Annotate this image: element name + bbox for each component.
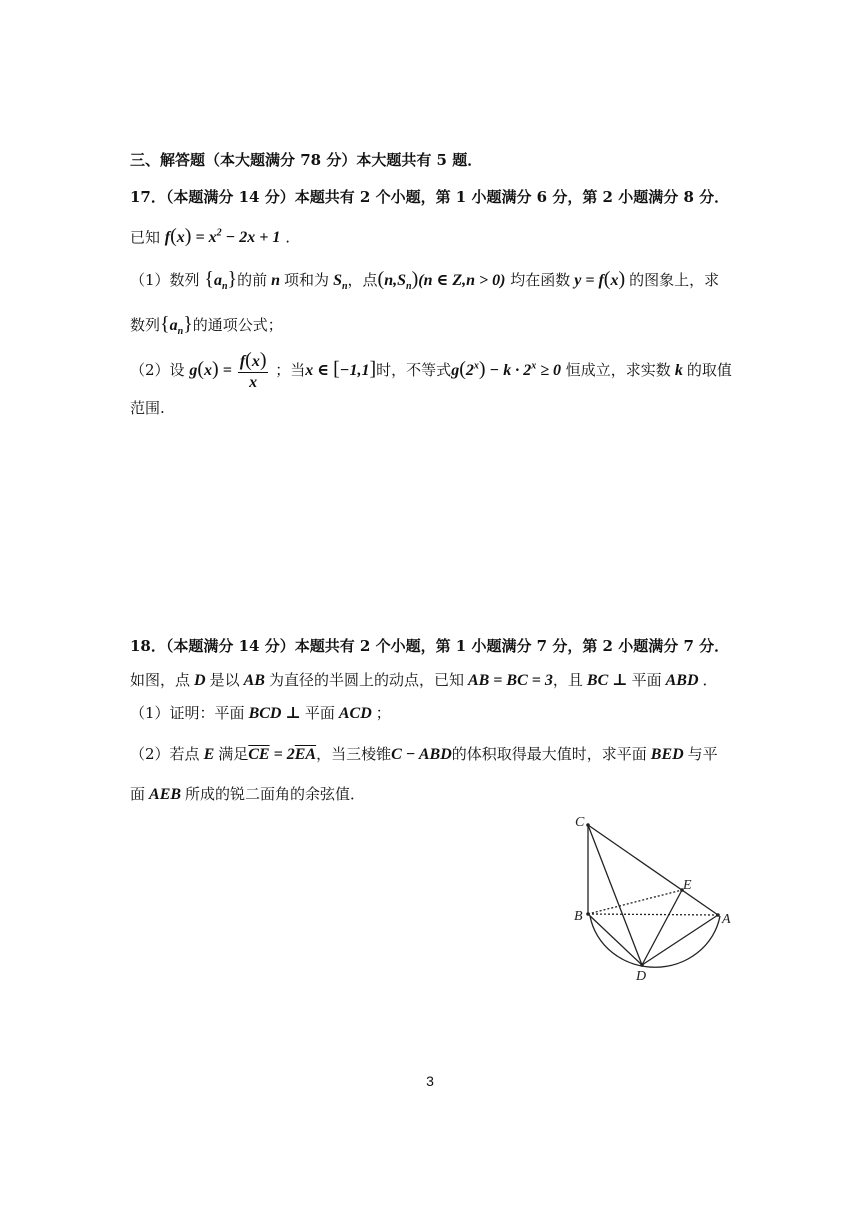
q18-text: ，且: [552, 671, 583, 689]
math-E: E: [199, 746, 219, 763]
q18-text: 面: [130, 785, 146, 803]
q18-text: ；: [375, 704, 391, 722]
math-ab-bc: AB = BC = 3: [463, 672, 553, 689]
edge-BE-dashed: [588, 890, 682, 914]
math-y-fx: y = f(x): [570, 268, 626, 290]
q18-line4: [130, 784, 365, 805]
math-gx-def: g(x) = $\frac{f(x)}{x}$: [189, 349, 267, 391]
q18-text: 平面: [304, 704, 335, 722]
q18-part1-label: （1）: [130, 704, 170, 722]
q17-p1-text: 数列: [169, 271, 200, 289]
page-number: 3: [426, 1073, 434, 1089]
q17-p2-text: 的取值: [686, 361, 732, 380]
q17-part1-line2: [130, 314, 283, 342]
q18-text: ．: [702, 671, 718, 689]
q18-line3: [130, 744, 718, 765]
q17-p1-text: 的通项公式；: [192, 316, 283, 334]
q18-text: 如图，点: [130, 671, 191, 689]
math-BED: BED: [646, 746, 688, 763]
q18-text: 满足: [218, 745, 249, 763]
geometry-figure: [568, 808, 748, 988]
q17-given-line: 已知 $f(x) = x^2 - 2x + 1$ .: [130, 225, 290, 248]
math-sn: $S_n$: [329, 272, 348, 293]
label-C: C: [575, 815, 585, 830]
math-AB: AB: [239, 672, 269, 689]
q18-text: 的体积取得最大值时，求平面: [451, 745, 647, 763]
math-vector-eq: $\overline{CE} = 2\overline{EA}$: [248, 746, 317, 763]
q17-p2-text: 恒成立，求实数: [565, 361, 671, 380]
q17-function-def: $f(x) = x^2 - 2x + 1$: [164, 225, 281, 248]
q17-p1-text: 均在函数: [510, 271, 571, 289]
q17-p1-text: 的前: [237, 271, 268, 289]
q17-header: 17．（本题满分 14 分）本题共有 2 个小题，第 1 小题满分 6 分，第 2 小题满分 8 分．: [130, 188, 730, 206]
math-ABD: ABD: [661, 672, 703, 689]
q17-part1-label: （1）: [130, 271, 170, 289]
q17-p1-text: 的图象上，求: [629, 271, 720, 289]
math-bc-perp: BC ⊥: [582, 672, 632, 689]
math-x-interval: x ∈ [−1,1]: [305, 358, 377, 381]
q17-part2-line1: [130, 350, 732, 393]
edge-AD: [642, 915, 718, 965]
edge-ED: [642, 890, 682, 965]
section-heading: 三、解答题（本大题满分 78 分）本大题共有 5 题．: [130, 151, 483, 169]
q17-given-prefix: 已知: [130, 228, 161, 247]
edge-CD: [588, 825, 642, 965]
q18-text: 是以: [209, 671, 240, 689]
q18-text: 平面: [631, 671, 662, 689]
q17-p2-text: 设: [169, 361, 185, 380]
q18-text: 若点: [169, 745, 200, 763]
q17-p2-text: 时，不等式: [376, 361, 452, 380]
edge-BD: [588, 914, 642, 965]
q18-text: 为直径的半圆上的动点，已知: [268, 671, 464, 689]
math-BCD-perp: BCD ⊥: [244, 705, 305, 722]
q17-p2-text: ；当: [275, 361, 306, 380]
q18-part2-label: （2）: [130, 745, 170, 763]
math-inequality: $g(2^x) - k \cdot 2^x \ge 0$: [451, 358, 562, 381]
math-ACD: ACD: [334, 705, 376, 722]
label-A: A: [722, 912, 731, 927]
q18-text: 所成的锐二面角的余弦值．: [185, 785, 366, 803]
q18-line2: [130, 703, 391, 724]
label-E: E: [683, 878, 692, 893]
q17-p1-text: ，点: [347, 271, 378, 289]
math-point: $(n,S_n)(n$ ∈ Z,n > 0): [377, 268, 506, 293]
math-k: k: [670, 362, 687, 380]
q18-text: 证明：平面: [169, 704, 245, 722]
q18-line1: [130, 670, 718, 691]
math-AEB: AEB: [145, 786, 186, 803]
math-C-ABD: C − ABD: [391, 746, 452, 763]
math-seq-an: $\{a_n\}$: [204, 268, 238, 293]
label-D: D: [636, 969, 647, 984]
q18-text: 与平: [687, 745, 718, 763]
q18-text: ，当三棱锥: [316, 745, 392, 763]
math-n: n: [267, 272, 285, 289]
q17-part1-line1: [130, 269, 719, 297]
edge-CA: [588, 825, 718, 915]
q17-p1-text: 项和为: [284, 271, 330, 289]
edge-BA-dashed: [588, 914, 718, 915]
label-B: B: [574, 909, 583, 924]
math-D: D: [190, 672, 210, 689]
math-seq-an: $\{a_n\}$: [160, 313, 193, 338]
q17-part2-label: （2）: [130, 361, 170, 380]
q17-part2-line2: 范围.: [130, 399, 165, 417]
q17-p1-text: 数列: [130, 316, 161, 334]
q18-header: 18．（本题满分 14 分）本题共有 2 个小题，第 1 小题满分 7 分，第 2 小题满分 7 分．: [130, 637, 730, 655]
